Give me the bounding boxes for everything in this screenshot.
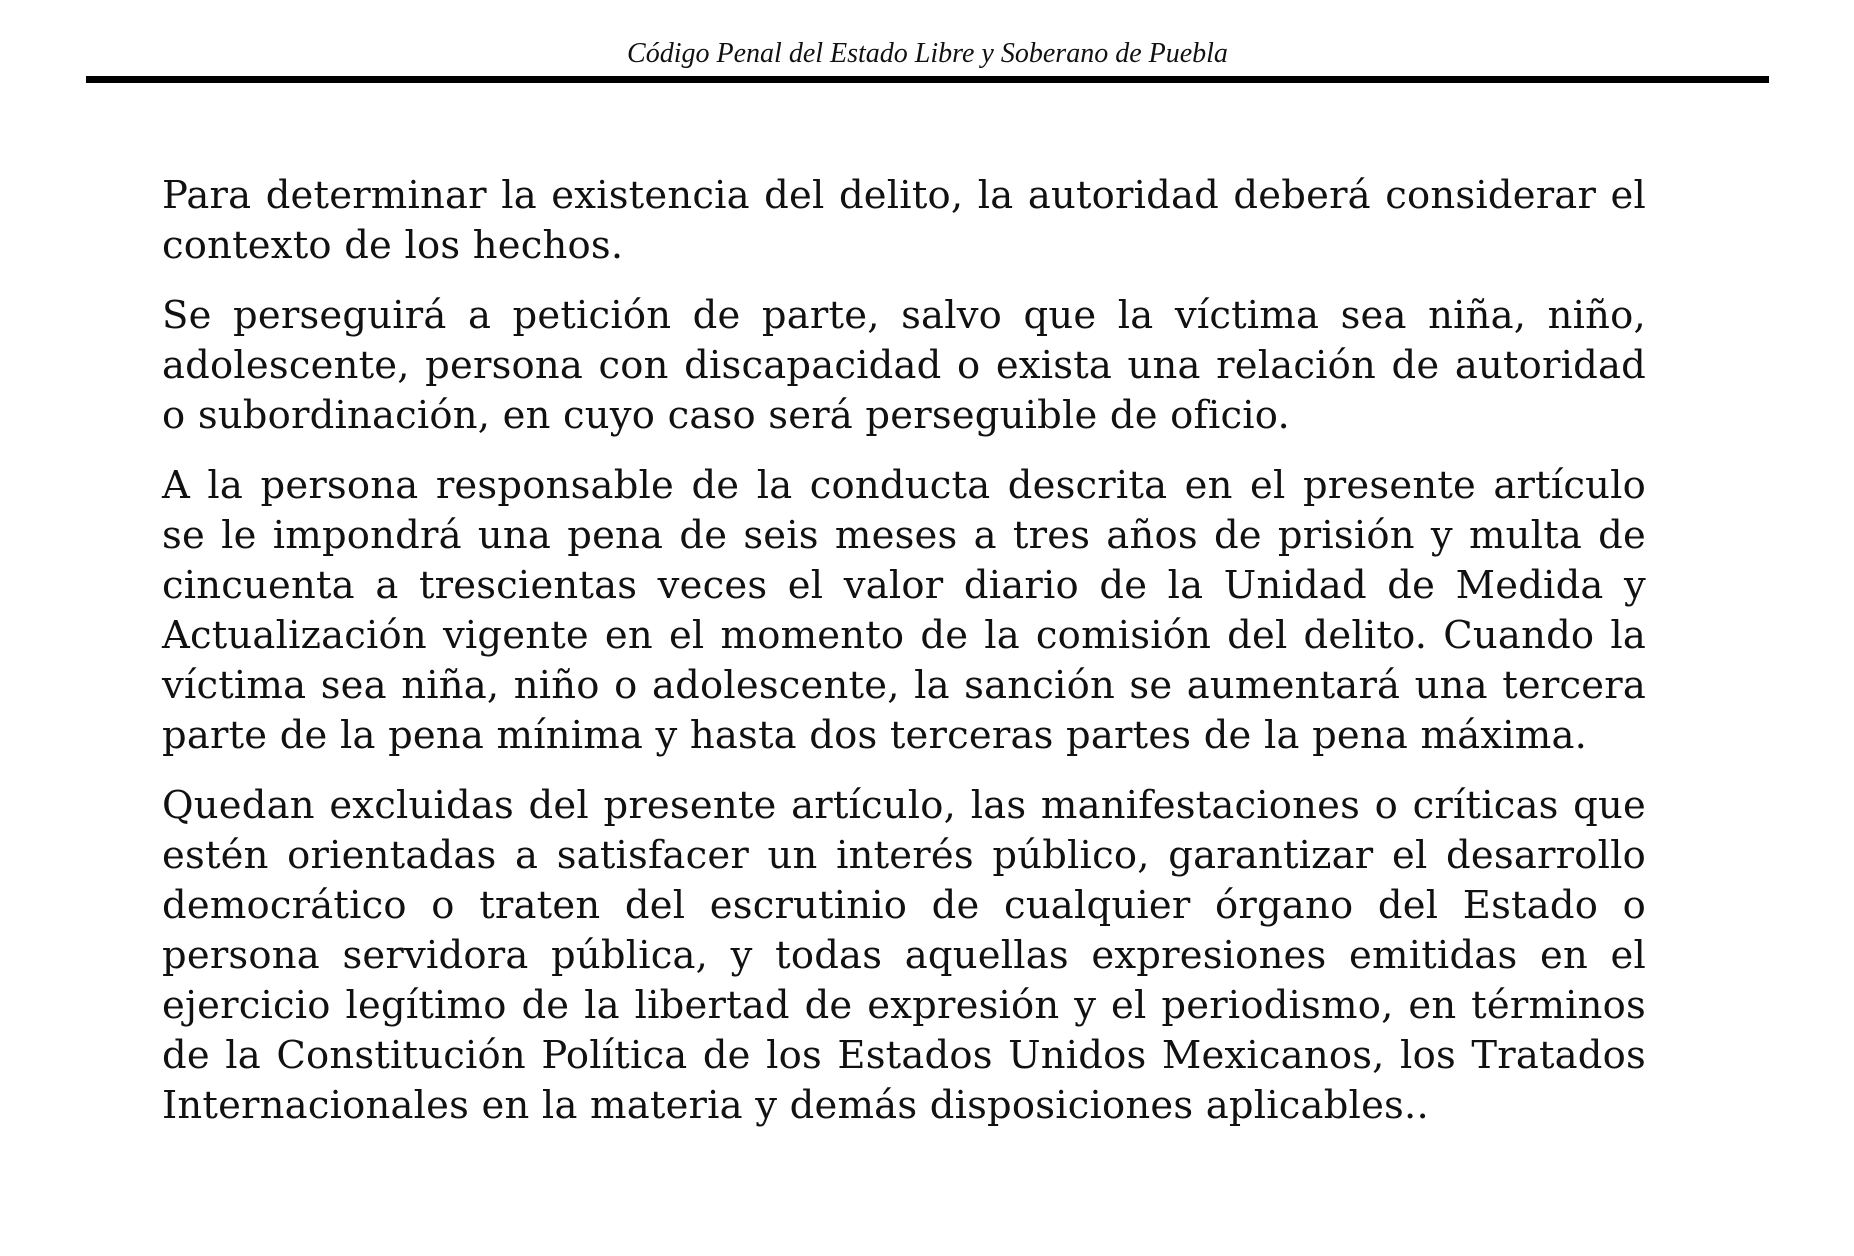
document-body	[162, 171, 1646, 1151]
header-rule	[86, 76, 1769, 83]
paragraph-context: Para determinar la existencia del delito, la autoridad deberá considerar el contexto de los hechos.	[162, 173, 1646, 268]
paragraph-exclusions: Quedan excluidas del presente artículo, las manifestaciones o críticas que estén orientadas a satisfacer un interés público, garantizar el desarrollo democrático o traten del escrutinio de cualquier órgano del Estado o persona servidora pública, y todas aquellas expresiones emitidas en el ejercicio legítimo de la libertad de expresión y el periodismo, en términos de la Constitución Política de los Estados Unidos Mexicanos, los Tratados Internacionales en la materia y demás disposiciones aplicables..	[162, 783, 1646, 1128]
paragraph-prosecution: Se perseguirá a petición de parte, salvo que la víctima sea niña, niño, adolescente, persona con discapacidad o exista una relación de autoridad o subordinación, en cuyo caso será perseguible de oficio.	[162, 293, 1646, 438]
paragraph-penalty: A la persona responsable de la conducta descrita en el presente artículo se le impondrá una pena de seis meses a tres años de prisión y multa de cincuenta a trescientas veces el valor diario de la Unidad de Medida y Actualización vigente en el momento de la comisión del delito. Cuando la víctima sea niña, niño o adolescente, la sanción se aumentará una tercera parte de la pena mínima y hasta dos terceras partes de la pena máxima.	[162, 463, 1646, 758]
page-header-title: Código Penal del Estado Libre y Soberano de Puebla	[627, 38, 1228, 69]
